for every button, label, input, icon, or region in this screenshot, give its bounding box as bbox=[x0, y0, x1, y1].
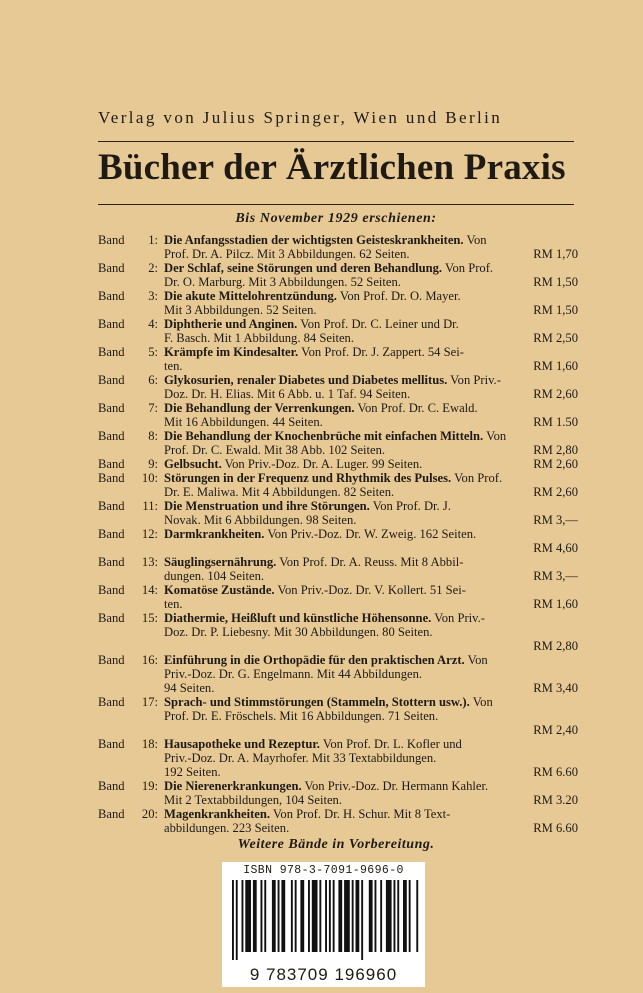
entry-line-text: Magenkrankheiten. Von Prof. Dr. H. Schur. Mit 8 Text- bbox=[164, 807, 451, 821]
band-number: 9: bbox=[148, 457, 158, 471]
barcode-bar bbox=[281, 880, 285, 952]
entry-line-text: Doz. Dr. P. Liebesny. Mit 30 Abbildungen. 80 Seiten. bbox=[164, 625, 433, 639]
entry-line-text: Doz. Dr. H. Elias. Mit 6 Abb. u. 1 Taf. 94 Seiten. bbox=[164, 387, 411, 401]
entry-line bbox=[164, 765, 578, 779]
entry-line-text: Priv.-Doz. Dr. G. Engelmann. Mit 44 Abbildungen. bbox=[164, 667, 423, 681]
band-word: Band bbox=[98, 429, 125, 443]
entry-text bbox=[164, 779, 578, 807]
entry-price: RM 3,40 bbox=[533, 681, 578, 695]
barcode-bar bbox=[278, 880, 280, 952]
barcode-bar bbox=[291, 880, 293, 952]
entry-line bbox=[164, 555, 578, 569]
book-entry bbox=[98, 807, 578, 835]
entry-line-text: Säuglingsernährung. Von Prof. Dr. A. Reuss. Mit 8 Abbil- bbox=[164, 555, 464, 569]
entry-line-text: ten. bbox=[164, 597, 183, 611]
isbn-text: ISBN 978-3-7091-9696-0 bbox=[243, 864, 404, 877]
band-label bbox=[98, 807, 164, 835]
entry-line bbox=[164, 569, 578, 583]
entry-price: RM 2,80 bbox=[533, 443, 578, 457]
band-label bbox=[98, 317, 164, 345]
barcode-bar bbox=[312, 880, 318, 952]
entry-line-text: Mit 3 Abbildungen. 52 Seiten. bbox=[164, 303, 317, 317]
entry-line-text: Dr. O. Marburg. Mit 3 Abbildungen. 52 Seiten. bbox=[164, 275, 401, 289]
entry-line bbox=[164, 485, 578, 499]
title-rule bbox=[98, 204, 574, 205]
entry-price: RM 2,60 bbox=[533, 485, 578, 499]
band-number: 7: bbox=[148, 401, 158, 415]
entry-line bbox=[164, 303, 578, 317]
book-entry bbox=[98, 779, 578, 807]
band-word: Band bbox=[98, 695, 125, 709]
entry-price: RM 6.60 bbox=[533, 765, 578, 779]
barcode-bar bbox=[236, 880, 238, 960]
entry-price: RM 2,40 bbox=[533, 723, 578, 737]
book-entry bbox=[98, 653, 578, 695]
band-label bbox=[98, 611, 164, 653]
book-entry bbox=[98, 527, 578, 555]
entry-price: RM 1,60 bbox=[533, 597, 578, 611]
entry-text bbox=[164, 317, 578, 345]
entry-line bbox=[164, 247, 578, 261]
entry-text bbox=[164, 289, 578, 317]
entry-line-text: Die Menstruation und ihre Störungen. Von Prof. Dr. J. bbox=[164, 499, 451, 513]
book-entry bbox=[98, 737, 578, 779]
band-label bbox=[98, 555, 164, 583]
entry-text bbox=[164, 695, 578, 737]
entry-line-text: Krämpfe im Kindesalter. Von Prof. Dr. J. Zappert. 54 Sei- bbox=[164, 345, 464, 359]
entry-text bbox=[164, 807, 578, 835]
barcode-bar bbox=[245, 880, 251, 952]
entry-line bbox=[164, 653, 578, 667]
entry-text bbox=[164, 471, 578, 499]
entry-line bbox=[164, 709, 578, 723]
entry-line bbox=[164, 499, 578, 513]
book-entry bbox=[98, 695, 578, 737]
band-word: Band bbox=[98, 317, 125, 331]
entry-line-text: Hausapotheke und Rezeptur. Von Prof. Dr. L. Kofler und bbox=[164, 737, 462, 751]
entry-line-text: Störungen in der Frequenz und Rhythmik des Pulses. Von Prof. bbox=[164, 471, 503, 485]
entry-line bbox=[164, 373, 578, 387]
book-entry bbox=[98, 499, 578, 527]
entry-price: RM 2,80 bbox=[533, 639, 578, 653]
band-label bbox=[98, 373, 164, 401]
band-number: 5: bbox=[148, 345, 158, 359]
subtitle: Bis November 1929 erschienen: bbox=[235, 211, 437, 226]
band-word: Band bbox=[98, 233, 125, 247]
band-label bbox=[98, 471, 164, 499]
entry-line-text: Prof. Dr. C. Ewald. Mit 38 Abb. 102 Seiten. bbox=[164, 443, 386, 457]
entry-text bbox=[164, 527, 578, 555]
book-entry bbox=[98, 583, 578, 611]
entry-price: RM 1,50 bbox=[533, 275, 578, 289]
band-number: 16: bbox=[141, 653, 158, 667]
book-entry bbox=[98, 289, 578, 317]
barcode-bar bbox=[356, 880, 360, 952]
entry-line bbox=[164, 793, 578, 807]
band-number: 6: bbox=[148, 373, 158, 387]
entry-line bbox=[164, 331, 578, 345]
entry-line-text: dungen. 104 Seiten. bbox=[164, 569, 265, 583]
entry-line-text: Gelbsucht. Von Priv.-Doz. Dr. A. Luger. 99 Seiten. bbox=[164, 457, 423, 471]
band-number: 14: bbox=[141, 583, 158, 597]
barcode-bar bbox=[319, 880, 321, 952]
band-word: Band bbox=[98, 457, 125, 471]
barcode-label bbox=[222, 862, 425, 987]
entry-line bbox=[164, 541, 578, 555]
barcode-bar bbox=[232, 880, 234, 960]
entry-line-text: Glykosurien, renaler Diabetes und Diabetes mellitus. Von Priv.- bbox=[164, 373, 501, 387]
band-label bbox=[98, 499, 164, 527]
entry-line-text: Novak. Mit 6 Abbildungen. 98 Seiten. bbox=[164, 513, 357, 527]
band-label bbox=[98, 233, 164, 261]
entry-text bbox=[164, 261, 578, 289]
entry-price: RM 2,50 bbox=[533, 331, 578, 345]
barcode-bar bbox=[403, 880, 407, 952]
entry-line bbox=[164, 401, 578, 415]
barcode-bar bbox=[242, 880, 244, 952]
barcode-bar bbox=[344, 880, 350, 952]
entry-text bbox=[164, 233, 578, 261]
book-entry bbox=[98, 233, 578, 261]
band-word: Band bbox=[98, 527, 125, 541]
entry-price: RM 2,60 bbox=[533, 387, 578, 401]
band-label bbox=[98, 289, 164, 317]
barcode-bar bbox=[264, 880, 266, 952]
entry-line bbox=[164, 583, 578, 597]
entry-text bbox=[164, 373, 578, 401]
entry-text bbox=[164, 429, 578, 457]
band-label bbox=[98, 779, 164, 807]
entry-line bbox=[164, 443, 578, 457]
band-label bbox=[98, 695, 164, 737]
band-number: 18: bbox=[141, 737, 158, 751]
band-label bbox=[98, 527, 164, 555]
entry-price: RM 1,70 bbox=[533, 247, 578, 261]
entry-line bbox=[164, 261, 578, 275]
entry-line bbox=[164, 821, 578, 835]
book-entry bbox=[98, 471, 578, 499]
entry-price: RM 1.50 bbox=[533, 415, 578, 429]
band-word: Band bbox=[98, 289, 125, 303]
entry-line-text: 192 Seiten. bbox=[164, 765, 221, 779]
entry-text bbox=[164, 583, 578, 611]
entry-line bbox=[164, 737, 578, 751]
book-entry bbox=[98, 261, 578, 289]
band-word: Band bbox=[98, 583, 125, 597]
entry-line-text: Priv.-Doz. Dr. A. Mayrhofer. Mit 33 Textabbildungen. bbox=[164, 751, 437, 765]
entry-line bbox=[164, 289, 578, 303]
band-number: 3: bbox=[148, 289, 158, 303]
entry-line bbox=[164, 359, 578, 373]
entry-line-text: Die Nierenerkrankungen. Von Priv.-Doz. Dr. Hermann Kahler. bbox=[164, 779, 489, 793]
book-entry bbox=[98, 611, 578, 653]
entry-price: RM 1,50 bbox=[533, 303, 578, 317]
band-number: 19: bbox=[141, 779, 158, 793]
entry-text bbox=[164, 457, 578, 471]
barcode-bar bbox=[272, 880, 276, 952]
band-word: Band bbox=[98, 737, 125, 751]
entry-price: RM 3,— bbox=[533, 513, 578, 527]
band-word: Band bbox=[98, 261, 125, 275]
band-number: 17: bbox=[141, 695, 158, 709]
band-word: Band bbox=[98, 345, 125, 359]
entry-line-text: Der Schlaf, seine Störungen und deren Behandlung. Von Prof. bbox=[164, 261, 494, 275]
barcode-bar bbox=[300, 880, 304, 952]
entry-line bbox=[164, 513, 578, 527]
entry-line bbox=[164, 695, 578, 709]
band-word: Band bbox=[98, 807, 125, 821]
barcode-bar bbox=[261, 880, 263, 952]
entry-text bbox=[164, 737, 578, 779]
entry-line bbox=[164, 751, 578, 765]
barcode-bar bbox=[375, 880, 377, 952]
barcode-bar bbox=[333, 880, 335, 952]
entry-line-text: abbildungen. 223 Seiten. bbox=[164, 821, 290, 835]
entry-line bbox=[164, 415, 578, 429]
entry-line-text: Prof. Dr. E. Fröschels. Mit 16 Abbildungen. 71 Seiten. bbox=[164, 709, 439, 723]
band-label bbox=[98, 345, 164, 373]
entry-line bbox=[164, 611, 578, 625]
entry-line bbox=[164, 233, 578, 247]
entry-line-text: Darmkrankheiten. Von Priv.-Doz. Dr. W. Zweig. 162 Seiten. bbox=[164, 527, 477, 541]
band-number: 4: bbox=[148, 317, 158, 331]
more-volumes-note: Weitere Bände in Vorbereitung. bbox=[237, 837, 435, 852]
entry-line-text: Sprach- und Stimmstörungen (Stammeln, Stottern usw.). Von bbox=[164, 695, 493, 709]
band-label bbox=[98, 653, 164, 695]
entry-line-text: Prof. Dr. A. Pilcz. Mit 3 Abbildungen. 62 Seiten. bbox=[164, 247, 410, 261]
barcode-bar bbox=[369, 880, 373, 952]
book-entry bbox=[98, 373, 578, 401]
entry-line bbox=[164, 723, 578, 737]
barcode-bar bbox=[325, 880, 327, 952]
band-number: 2: bbox=[148, 261, 158, 275]
barcode-bar bbox=[352, 880, 354, 952]
book-list bbox=[98, 233, 578, 835]
band-word: Band bbox=[98, 471, 125, 485]
entry-line bbox=[164, 597, 578, 611]
band-word: Band bbox=[98, 373, 125, 387]
entry-line-text: Mit 16 Abbildungen. 44 Seiten. bbox=[164, 415, 323, 429]
entry-line bbox=[164, 681, 578, 695]
entry-text bbox=[164, 611, 578, 653]
publisher-line: Verlag von Julius Springer, Wien und Berlin bbox=[98, 108, 503, 127]
entry-line bbox=[164, 667, 578, 681]
entry-price: RM 3,— bbox=[533, 569, 578, 583]
band-label bbox=[98, 401, 164, 429]
band-label bbox=[98, 457, 164, 471]
barcode-bar bbox=[386, 880, 392, 952]
entry-line-text: Die Behandlung der Knochenbrüche mit einfachen Mitteln. Von bbox=[164, 429, 507, 443]
entry-line bbox=[164, 387, 578, 401]
barcode-bar bbox=[329, 880, 331, 952]
band-word: Band bbox=[98, 499, 125, 513]
entry-text bbox=[164, 401, 578, 429]
entry-line-text: Mit 2 Textabbildungen, 104 Seiten. bbox=[164, 793, 342, 807]
barcode-bar bbox=[253, 880, 257, 952]
book-entry bbox=[98, 401, 578, 429]
band-word: Band bbox=[98, 653, 125, 667]
book-entry bbox=[98, 317, 578, 345]
entry-line-text: Die Anfangsstadien der wichtigsten Geisteskrankheiten. Von bbox=[164, 233, 487, 247]
band-number: 8: bbox=[148, 429, 158, 443]
band-number: 12: bbox=[141, 527, 158, 541]
book-entry bbox=[98, 345, 578, 373]
barcode-bar bbox=[394, 880, 396, 952]
entry-line bbox=[164, 527, 578, 541]
band-label bbox=[98, 583, 164, 611]
entry-line bbox=[164, 471, 578, 485]
barcode-bar bbox=[409, 880, 411, 952]
barcode-bar bbox=[416, 880, 418, 952]
entry-line-text: 94 Seiten. bbox=[164, 681, 215, 695]
entry-price: RM 6.60 bbox=[533, 821, 578, 835]
band-number: 13: bbox=[141, 555, 158, 569]
band-word: Band bbox=[98, 611, 125, 625]
entry-line-text: ten. bbox=[164, 359, 183, 373]
entry-text bbox=[164, 345, 578, 373]
entry-line bbox=[164, 779, 578, 793]
entry-text bbox=[164, 499, 578, 527]
entry-line bbox=[164, 457, 578, 471]
entry-line bbox=[164, 275, 578, 289]
barcode-bar bbox=[380, 880, 382, 952]
band-label bbox=[98, 737, 164, 779]
entry-line-text: Dr. E. Maliwa. Mit 4 Abbildungen. 82 Seiten. bbox=[164, 485, 395, 499]
entry-line bbox=[164, 317, 578, 331]
entry-price: RM 1,60 bbox=[533, 359, 578, 373]
barcode-bars bbox=[228, 880, 419, 960]
barcode-digits: 9 783709 196960 bbox=[249, 965, 398, 984]
band-number: 11: bbox=[142, 499, 158, 513]
barcode-bar bbox=[361, 880, 363, 960]
band-word: Band bbox=[98, 779, 125, 793]
entry-price: RM 4,60 bbox=[533, 541, 578, 555]
barcode-bar bbox=[308, 880, 310, 952]
band-number: 15: bbox=[141, 611, 158, 625]
entry-text bbox=[164, 653, 578, 695]
band-word: Band bbox=[98, 401, 125, 415]
book-entry bbox=[98, 429, 578, 457]
entry-line-text: Die akute Mittelohrentzündung. Von Prof. Dr. O. Mayer. bbox=[164, 289, 461, 303]
barcode-bar bbox=[397, 880, 399, 952]
barcode-bar bbox=[338, 880, 342, 952]
entry-price: RM 2,60 bbox=[533, 457, 578, 471]
entry-line bbox=[164, 625, 578, 639]
entry-line-text: Die Behandlung der Verrenkungen. Von Prof. Dr. C. Ewald. bbox=[164, 401, 478, 415]
entry-line-text: Einführung in die Orthopädie für den praktischen Arzt. Von bbox=[164, 653, 488, 667]
band-number: 1: bbox=[148, 233, 158, 247]
entry-line bbox=[164, 807, 578, 821]
entry-line bbox=[164, 429, 578, 443]
band-number: 20: bbox=[141, 807, 158, 821]
top-rule bbox=[98, 141, 574, 142]
entry-price: RM 3.20 bbox=[533, 793, 578, 807]
book-entry bbox=[98, 457, 578, 471]
book-entry bbox=[98, 555, 578, 583]
entry-line-text: Diathermie, Heißluft und künstliche Höhensonne. Von Priv.- bbox=[164, 611, 485, 625]
band-label bbox=[98, 429, 164, 457]
band-label bbox=[98, 261, 164, 289]
entry-line-text: Komatöse Zustände. Von Priv.-Doz. Dr. V. Kollert. 51 Sei- bbox=[164, 583, 466, 597]
entry-line bbox=[164, 639, 578, 653]
barcode-bar bbox=[295, 880, 297, 952]
page-title: Bücher der Ärztlichen Praxis bbox=[98, 147, 566, 188]
entry-line-text: Diphtherie und Anginen. Von Prof. Dr. C. Leiner und Dr. bbox=[164, 317, 459, 331]
band-word: Band bbox=[98, 555, 125, 569]
entry-text bbox=[164, 555, 578, 583]
band-number: 10: bbox=[141, 471, 158, 485]
entry-line bbox=[164, 345, 578, 359]
entry-line-text: F. Basch. Mit 1 Abbildung. 84 Seiten. bbox=[164, 331, 354, 345]
